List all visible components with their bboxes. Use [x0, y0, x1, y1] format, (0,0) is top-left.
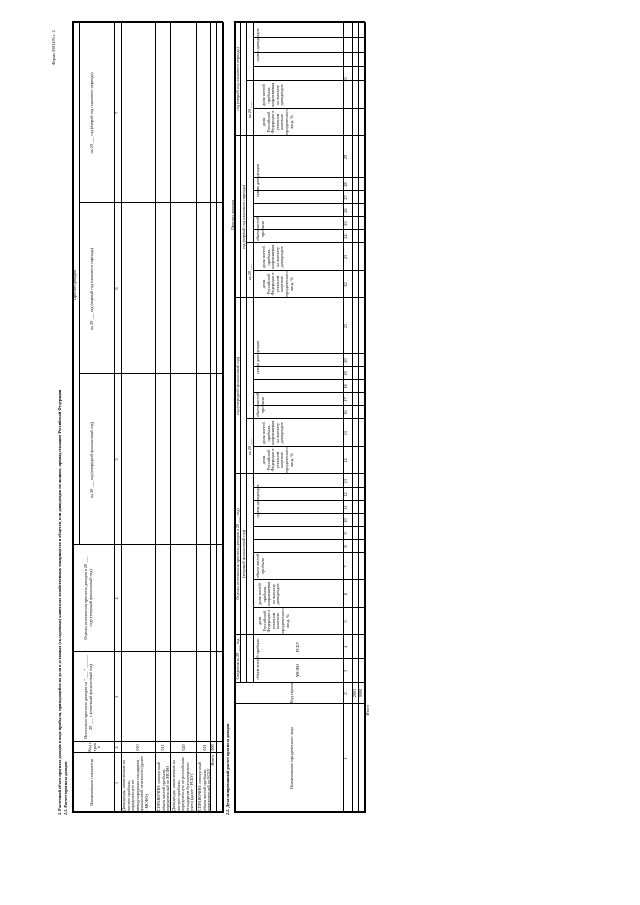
header-on-20: на 20 ___	[247, 438, 252, 456]
header-info: Сведения за 20 ___ год	[235, 638, 240, 680]
col-number: 23	[343, 254, 348, 260]
col-number: 6	[114, 287, 119, 290]
header-rsbu: РСБУ	[295, 641, 300, 653]
subsection-title: 2.1. Расчет прогноза доходов	[63, 761, 68, 815]
header-code: Код строки	[87, 742, 102, 752]
col-number: 12	[343, 492, 348, 497]
col-number: 13	[343, 478, 348, 484]
row-name: СПРАВОЧНО: совокупный объем чистой прибыли, определенный по МСФО	[156, 762, 171, 811]
row-name: СПРАВОЧНО: совокупный объем чистой прибыли, определенный по РСБУ	[197, 762, 212, 811]
row-name: Дивиденды, начисленные на чистую прибыль, определенную по российским стандартам бухгалтерского учета (далее - РСБУ)	[171, 757, 195, 811]
col-number: 29	[343, 154, 348, 160]
header-msfo: МСФО	[295, 664, 300, 677]
col-number: 6	[343, 592, 348, 596]
header-estimate: Оценка исполнения прогноза доходов в 20 ___ году (текущий финансовый год)	[83, 556, 93, 640]
header-forecast-next: год (очередной финансовый год)	[235, 356, 240, 416]
col-number: 22	[343, 282, 348, 287]
row-code: 2001	[352, 688, 357, 698]
header-forecast: Прогноз доходов	[72, 269, 77, 301]
header-share-rf: доля Российской Федерации в уставном капитале юридического лица, %	[257, 608, 290, 634]
col-number: 14	[343, 458, 348, 463]
col-number: 18	[343, 384, 348, 389]
col-number: 5	[114, 458, 119, 461]
total-label: Итого	[365, 705, 370, 716]
row-code: 010	[135, 744, 140, 751]
form-code: Форма 0503476 с. 2	[51, 30, 56, 65]
header-name: Наименование показателя	[89, 759, 94, 806]
header-dividends-sum: сумма дивидендов	[255, 340, 260, 375]
header-forecast: Прогноз доходов	[230, 199, 235, 231]
header-share-rf: доля Российской Федерации в уставном капитале юридического лица, %	[261, 109, 294, 135]
col-number: 19	[343, 371, 348, 376]
col-number: 2	[343, 692, 348, 695]
header-entity-name: Наименование юридического лица	[289, 727, 294, 789]
header-forecast-p1: на 20 ___ год (первый год планового периода)	[89, 248, 94, 331]
col-number: 4	[114, 597, 119, 600]
col-number: 3	[343, 669, 348, 673]
col-number: 5	[343, 620, 348, 623]
row-code: 011	[160, 744, 165, 751]
col-number: 15	[343, 430, 348, 436]
header-share-profit: доля чистой прибыли, направляемая на выплату дивидендов	[261, 420, 285, 446]
header-share-rf: доля Российской Федерации в уставном капитале юридического лица, %	[261, 447, 294, 473]
section22-title: 2.2. Детализированный расчет прогноза доходов	[225, 723, 230, 815]
header-share-rf: доля Российской Федерации в уставном капитале юридического лица, %	[261, 271, 294, 297]
header-share-profit: доля чистой прибыли, направляемая на выплату дивидендов	[257, 581, 281, 607]
row-code: 020	[181, 744, 186, 751]
col-number: 30	[343, 77, 348, 82]
row-name: Дивиденды, начисленные на чистую прибыль, определенную по международным стандартам финансовой отчетности (далее - МСФО)	[121, 756, 149, 811]
col-number: 1	[114, 781, 119, 785]
header-net-profit: объем чистой прибыли	[255, 638, 260, 680]
header-forecast-p2: на 20 ___ год (второй год планового периода)	[89, 72, 94, 154]
header-dividends-sum: сумма дивидендов	[255, 28, 260, 62]
header-executed: Исполнено прогноза доходов на " ___ " ______ 20 ___ г. (отчетный финансовый год)	[83, 655, 93, 739]
col-number: 17	[343, 397, 348, 402]
col-number: 10	[343, 518, 348, 523]
section-title: 2. Расчетный объем прогноза доходов в виде прибыли, приходящейся на доли в уставных (складочных) капиталах хозяйственных товариществ и обществ, или дивидендов по акциям, принадлежащим Российской Федерации	[57, 389, 62, 815]
col-number: 3	[114, 695, 119, 699]
col-number: 21	[343, 323, 348, 329]
header-share-profit: доля чистой прибыли, направляемая на выплату дивидендов	[261, 82, 285, 108]
col-number: 16	[343, 410, 348, 415]
header-forecast-p1: год (первый год планового периода)	[241, 184, 246, 250]
col-number: 28	[343, 182, 348, 187]
col-number: 1	[343, 757, 348, 760]
col-number: 24	[343, 234, 348, 239]
header-estimate: Оценка исполнения прогноза доходов в 20 ___ год)	[235, 508, 240, 600]
total-code: 900	[210, 744, 215, 751]
col-number: 2	[114, 746, 119, 749]
header-dividends-sum: сумма дивидендов	[255, 484, 260, 518]
header-on-20: на 20 ___	[247, 101, 252, 119]
col-number: 9	[343, 532, 348, 535]
header-net-profit: объем чистой прибыли	[255, 216, 265, 242]
col-number: 26	[343, 208, 348, 213]
header-net-profit: объем чистой прибыли	[255, 392, 265, 418]
header-current-year: (текущий финансовый год)	[241, 529, 246, 579]
total-label: Итого	[210, 755, 215, 766]
header-forecast-p2: год (второй год планового периода)	[235, 47, 240, 111]
header-forecast-next: на 20 ___ год (очередной финансовый год)	[89, 422, 94, 498]
header-code: Код строки	[289, 683, 294, 703]
col-number: 7	[114, 111, 119, 115]
row-code: 9000	[358, 688, 363, 698]
header-dividends-sum: сумма дивидендов	[255, 163, 260, 198]
col-number: 27	[343, 195, 348, 200]
col-number: 8	[343, 545, 348, 548]
col-number: 4	[343, 645, 348, 649]
col-number: 25	[343, 221, 348, 226]
col-number: 7	[343, 565, 348, 568]
col-number: 20	[343, 358, 348, 363]
header-net-profit: объем чистой прибыли	[255, 553, 265, 579]
header-on-20: на 20 ___	[247, 263, 252, 281]
header-share-profit: доля чистой прибыли, направляемая на выплату дивидендов	[261, 244, 285, 270]
row-code: 021	[202, 744, 207, 751]
col-number: 11	[343, 505, 348, 510]
